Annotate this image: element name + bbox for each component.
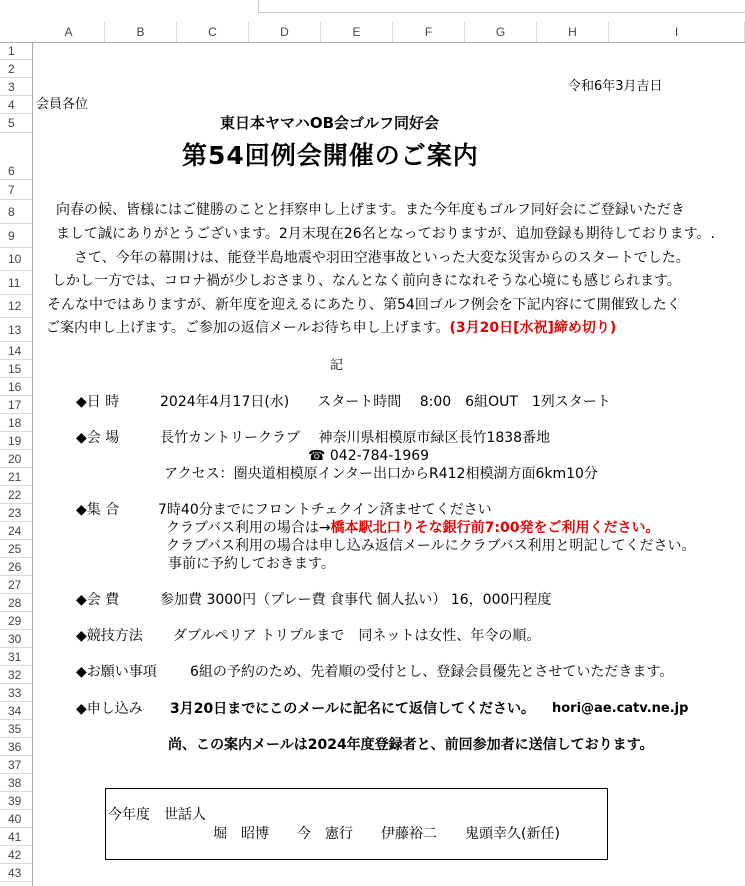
datetime-label: ◆日 時 — [76, 394, 120, 410]
datetime-value: 2024年4月17日(水) スタート時間 8:00 6組OUT 1列スタート — [160, 394, 611, 410]
row-header-6[interactable]: 6 — [0, 133, 32, 180]
body-line: さて、今年の幕開けは、能登半島地震や羽田空港事故といった大変な災害からのスタートでした。 — [74, 250, 690, 266]
row-header-41[interactable]: 41 — [0, 828, 32, 846]
apply-value: 3月20日までにこのメールに記名にて返信してください。 — [170, 701, 535, 717]
row-header-23[interactable]: 23 — [0, 504, 32, 522]
row-header-26[interactable]: 26 — [0, 558, 32, 576]
meet-line: 7時40分までにフロントチェクイン済ませてください — [158, 502, 492, 518]
request-label: ◆お願い事項 — [76, 664, 157, 680]
ki-heading: 記 — [330, 358, 344, 373]
column-header-F[interactable]: F — [393, 22, 465, 42]
row-header-37[interactable]: 37 — [0, 756, 32, 774]
body-line: そんな中ではありますが、新年度を迎えるにあたり、第54回ゴルフ例会を下記内容にて開催致したく — [47, 297, 681, 313]
body-line-text: ご案内申し上げます。ご参加の返信メールお待ち申し上げます。 — [46, 320, 450, 336]
row-header-8[interactable]: 8 — [0, 200, 32, 224]
row-header-1[interactable]: 1 — [0, 42, 32, 60]
row-header-15[interactable]: 15 — [0, 360, 32, 378]
column-header-G[interactable]: G — [465, 22, 537, 42]
body-line — [46, 319, 616, 337]
meet-label: ◆集 合 — [76, 502, 120, 518]
fee-value: 参加費 3000円（プレー費 食事代 個人払い） 16，000円程度 — [160, 592, 552, 608]
organization: 東日本ヤマハOB会ゴルフ同好会 — [220, 114, 440, 132]
column-header-E[interactable]: E — [321, 22, 393, 42]
row-header-36[interactable]: 36 — [0, 738, 32, 756]
row-header-10[interactable]: 10 — [0, 248, 32, 271]
body-line: しかし一方では、コロナ禍が少しおさまり、なんとなく前向きになれそうな心境にも感じられます。 — [52, 273, 681, 289]
body-line: 向春の候、皆様にはご健勝のことと拝察申し上げます。また今年度もゴルフ同好会にご登録いただき — [56, 202, 685, 218]
venue-value: 長竹カントリークラブ 神奈川県相模原市緑区長竹1838番地 — [160, 430, 551, 446]
meet-line: 事前に予約しておきます。 — [168, 556, 335, 572]
date: 令和6年3月吉日 — [568, 79, 663, 94]
row-header-17[interactable]: 17 — [0, 396, 32, 414]
row-header-20[interactable]: 20 — [0, 450, 32, 468]
column-header-I[interactable]: I — [609, 22, 745, 42]
meet-bus-highlight: 橋本駅北口りそな銀行前7:00発をご利用ください。 — [330, 520, 660, 536]
staff-label: 今年度 世話人 — [108, 807, 206, 823]
row-header-39[interactable]: 39 — [0, 792, 32, 810]
row-header-28[interactable]: 28 — [0, 594, 32, 612]
row-header-11[interactable]: 11 — [0, 271, 32, 295]
note: 尚、この案内メールは2024年度登録者と、前回参加者に送信しております。 — [168, 737, 654, 753]
column-header-H[interactable]: H — [537, 22, 609, 42]
meet-line: クラブバス利用の場合は申し込み返信メールにクラブバス利用と明記してください。 — [166, 538, 696, 554]
column-header-A[interactable]: A — [33, 22, 105, 42]
row-header-5[interactable]: 5 — [0, 114, 32, 133]
row-header-21[interactable]: 21 — [0, 468, 32, 486]
column-header-D[interactable]: D — [249, 22, 321, 42]
fee-label: ◆会 費 — [76, 592, 120, 608]
row-header-13[interactable]: 13 — [0, 318, 32, 342]
row-header-3[interactable]: 3 — [0, 78, 32, 96]
row-header-2[interactable]: 2 — [0, 60, 32, 78]
body-line: まして誠にありがとうございます。2月末現在26名となっておりますが、追加登録も期待しております。. — [56, 226, 715, 242]
row-header-43[interactable]: 43 — [0, 864, 32, 882]
apply-email[interactable]: hori@ae.catv.ne.jp — [552, 701, 689, 716]
row-header-40[interactable]: 40 — [0, 810, 32, 828]
row-header-16[interactable]: 16 — [0, 378, 32, 396]
row-header-18[interactable]: 18 — [0, 414, 32, 432]
row-header-27[interactable]: 27 — [0, 576, 32, 594]
row-header-25[interactable]: 25 — [0, 540, 32, 558]
method-label: ◆競技方法 — [76, 628, 143, 644]
meet-bus-text: クラブバス利用の場合は→ — [166, 520, 331, 536]
formula-bar[interactable] — [258, 0, 745, 13]
row-header-22[interactable]: 22 — [0, 486, 32, 504]
row-header-12[interactable]: 12 — [0, 295, 32, 318]
row-header-14[interactable]: 14 — [0, 342, 32, 360]
row-header-33[interactable]: 33 — [0, 684, 32, 702]
row-header-19[interactable]: 19 — [0, 432, 32, 450]
row-header-38[interactable]: 38 — [0, 774, 32, 792]
row-header-30[interactable]: 30 — [0, 630, 32, 648]
row-header-34[interactable]: 34 — [0, 702, 32, 720]
row-header-32[interactable]: 32 — [0, 666, 32, 684]
addressee: 会員各位 — [36, 97, 89, 112]
row-header-7[interactable]: 7 — [0, 180, 32, 200]
method-value: ダブルペリア トリプルまで 同ネットは女性、年令の順。 — [173, 628, 541, 644]
column-header-B[interactable]: B — [105, 22, 177, 42]
venue-access: アクセス：圏央道相模原インター出口からR412相模湖方面6km10分 — [164, 466, 598, 482]
row-header-42[interactable]: 42 — [0, 846, 32, 864]
meet-line — [166, 519, 659, 537]
row-header-9[interactable]: 9 — [0, 224, 32, 248]
venue-label: ◆会 場 — [76, 430, 120, 446]
column-headers — [0, 22, 745, 43]
row-headers — [0, 42, 33, 886]
column-header-C[interactable]: C — [177, 22, 249, 42]
row-header-31[interactable]: 31 — [0, 648, 32, 666]
page-title: 第54回例会開催のご案内 — [182, 141, 479, 170]
apply-label: ◆申し込み — [76, 701, 143, 717]
row-header-24[interactable]: 24 — [0, 522, 32, 540]
request-value: 6組の予約のため、先着順の受付とし、登録会員優先とさせていただきます。 — [190, 664, 674, 680]
venue-tel: ☎ 042-784-1969 — [308, 448, 430, 464]
row-header-4[interactable]: 4 — [0, 96, 32, 114]
deadline: (3月20日[水祝]締め切り) — [449, 320, 617, 336]
staff-box — [105, 788, 608, 860]
row-header-35[interactable]: 35 — [0, 720, 32, 738]
staff-names: 堀 昭博 今 憲行 伊藤裕二 鬼頭幸久(新任) — [213, 826, 560, 842]
row-header-29[interactable]: 29 — [0, 612, 32, 630]
